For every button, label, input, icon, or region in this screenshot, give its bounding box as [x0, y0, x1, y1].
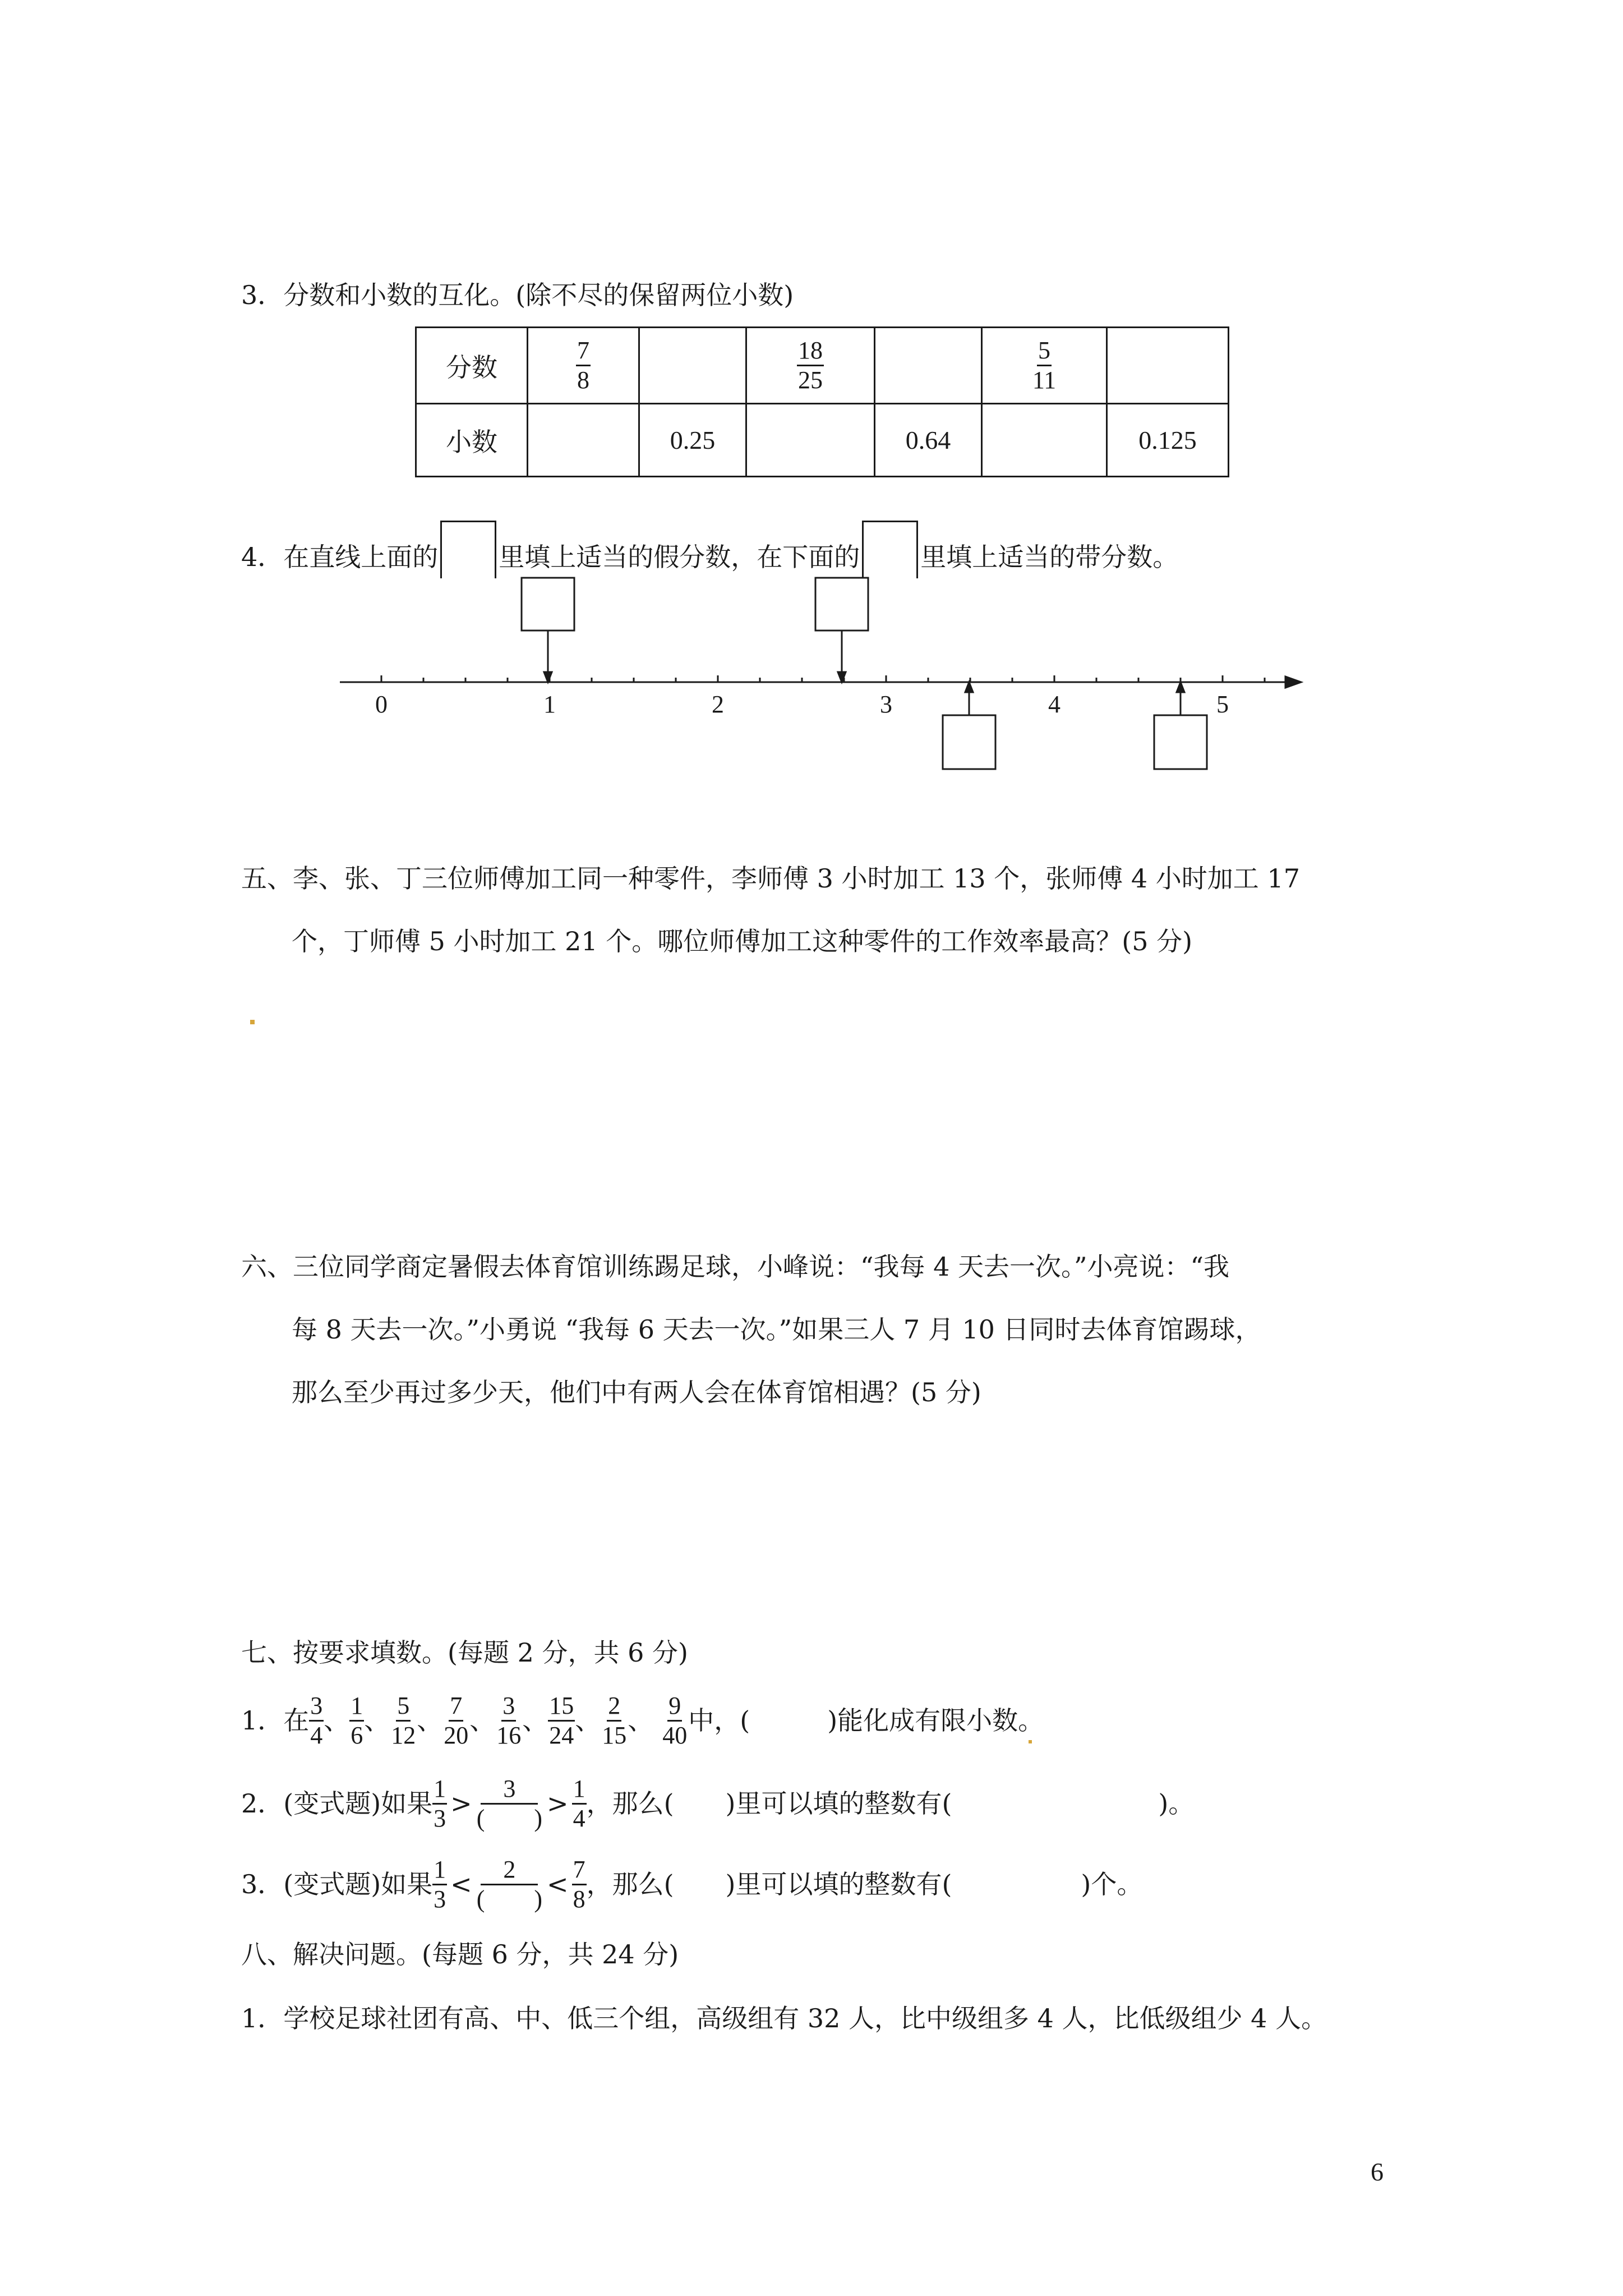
table-cell: 0.64	[875, 404, 982, 477]
s7-title: 七、按要求填数。(每题 2 分，共 6 分)	[241, 1637, 688, 1668]
q3-label: 3．分数和小数的互化。(除不尽的保留两位小数)	[241, 280, 794, 310]
page-number: 6	[1371, 2157, 1384, 2186]
s6-line3: 那么至少再过多少天，他们中有两人会在体育馆相遇？(5 分)	[292, 1377, 981, 1407]
svg-text:4: 4	[1048, 691, 1061, 718]
table-cell[interactable]	[982, 404, 1107, 477]
s6-line2: 每 8 天去一次。”小勇说 “我每 6 天去一次。”如果三人 7 月 10 日同时去体育馆踢球，	[292, 1314, 1261, 1345]
table-cell[interactable]	[639, 328, 746, 404]
s7-q3: 3．(变式题)如果 $\frac{1}{3}$ < $\frac{2}{( )}$ < $\frac{7}{8}$ ，那么( )里可以填的整数有( )个。	[241, 1855, 1143, 1913]
s8-title: 八、解决问题。(每题 6 分，共 24 分)	[241, 1939, 679, 1970]
conversion-table	[415, 326, 1229, 477]
table-cell: 0.25	[639, 404, 746, 477]
s6-line1: 六、三位同学商定暑假去体育馆训练踢足球，小峰说：“我每 4 天去一次。”小亮说：“我	[241, 1251, 1230, 1282]
table-cell[interactable]	[746, 404, 875, 477]
svg-text:1: 1	[543, 691, 556, 718]
table-cell[interactable]	[528, 404, 639, 477]
ink-dot	[250, 1020, 255, 1024]
table-cell[interactable]	[875, 328, 982, 404]
table-cell: 0.125	[1107, 404, 1229, 477]
table-cell[interactable]	[1107, 328, 1229, 404]
q4-label: 4．在直线上面的 里填上适当的假分数，在下面的 里填上适当的带分数。	[241, 521, 1178, 578]
s7-q2: 2．(变式题)如果 $\frac{1}{3}$ > $\frac{3}{( )}$ > $\frac{1}{4}$ ，那么( )里可以填的整数有( )。	[241, 1774, 1195, 1832]
table-cell: $\frac{7}{8}$	[528, 328, 639, 404]
number-line	[325, 567, 1312, 791]
svg-text:0: 0	[375, 691, 388, 718]
ink-dot	[1029, 1740, 1032, 1743]
svg-text:3: 3	[880, 691, 892, 718]
s5-line2: 个，丁师傅 5 小时加工 21 个。哪位师傅加工这种零件的工作效率最高？(5 分)	[292, 926, 1193, 956]
table-cell: $\frac{5}{11}$	[982, 328, 1107, 404]
svg-text:2: 2	[712, 691, 724, 718]
row-head-fraction: 分数	[416, 328, 528, 404]
svg-text:5: 5	[1216, 691, 1229, 718]
table-cell: $\frac{18}{25}$	[746, 328, 875, 404]
s7-q1: 1．在 $\frac{3}{4}$ 、 $\frac{1}{6}$ 、 $\frac{5}{12}$ 、 $\frac{7}{20}$ 、 $\frac{3}{16}$ 、 $\frac{15}{24}$ 、 $\frac{2}{15}$ 、 $\frac{9}{40}$ 中，( )能化成有限小数。	[241, 1691, 1044, 1749]
s8-q1: 1．学校足球社团有高、中、低三个组，高级组有 32 人，比中级组多 4 人，比低级组少 4 人。	[241, 2003, 1327, 2033]
row-head-decimal: 小数	[416, 404, 528, 477]
s5-line1: 五、李、张、丁三位师傅加工同一种零件，李师傅 3 小时加工 13 个，张师傅 4 小时加工 17	[241, 863, 1300, 894]
